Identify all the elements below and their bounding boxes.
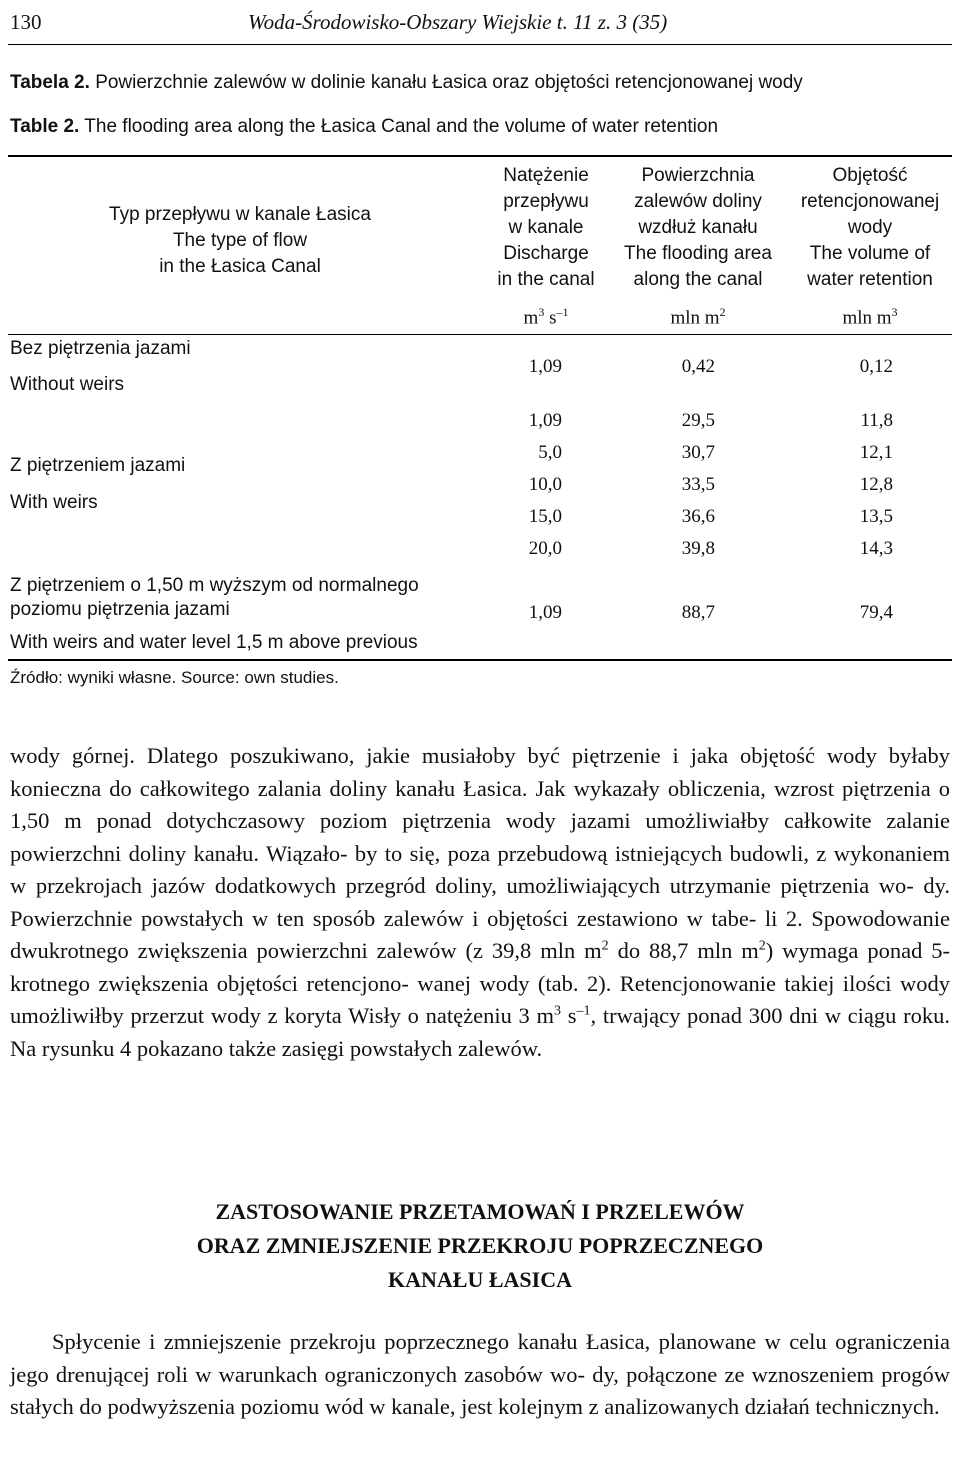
row-label-without-weirs-pl: Bez piętrzenia jazami (10, 338, 191, 359)
header-area-line: The flooding area (624, 243, 772, 264)
cell-volume: 12,1 (859, 442, 893, 463)
header-discharge-line: w kanale (508, 217, 584, 238)
cell-volume: 12,8 (859, 474, 893, 495)
table-bottom-rule (8, 659, 952, 661)
unit-base: s (544, 307, 557, 329)
unit-exponent: 2 (719, 305, 726, 319)
header-discharge-unit (478, 299, 614, 331)
unit-exponent: –1 (556, 305, 569, 319)
header-area-line: Powierzchnia (641, 165, 755, 186)
header-discharge-line: przepływu (503, 191, 589, 212)
unit-base: mln m (670, 307, 720, 329)
caption-label-pl: Tabela 2. (10, 72, 90, 93)
cell-volume: 14,3 (859, 538, 893, 559)
table-caption-pl (10, 72, 803, 94)
cell-area: 36,6 (681, 506, 715, 527)
header-flow-type-line: The type of flow (172, 230, 308, 251)
row-label-with-weirs-pl: Z piętrzeniem jazami (10, 455, 186, 476)
header-area-line: wzdłuż kanału (638, 217, 758, 238)
cell-volume: 13,5 (859, 506, 893, 527)
superscript: 2 (601, 938, 609, 954)
header-flow-type (60, 202, 420, 280)
unit-base: mln m (842, 307, 892, 329)
header-area-unit (612, 299, 784, 331)
caption-text-en: The flooding area along the Łasica Canal and the volume of water retention (84, 116, 719, 137)
cell-discharge: 10,0 (528, 474, 562, 495)
header-volume-line: water retention (807, 269, 933, 290)
cell-discharge: 15,0 (528, 506, 562, 527)
header-volume-line: The volume of (809, 243, 931, 264)
section-heading (10, 1195, 950, 1297)
superscript: 2 (758, 938, 766, 954)
page-number: 130 (10, 10, 42, 34)
header-discharge (478, 163, 614, 331)
cell-discharge: 5,0 (538, 442, 562, 463)
header-discharge-line: Natężenie (503, 165, 589, 186)
table-caption-en (10, 116, 718, 138)
header-discharge-line: Discharge (503, 243, 589, 264)
row-label-raised-weirs-en: With weirs and water level 1,5 m above previous (10, 632, 418, 653)
row-label-raised-weirs-pl-2: poziomu piętrzenia jazami (10, 599, 230, 620)
unit-exponent: 3 (891, 305, 898, 319)
header-flow-type-line: Typ przepływu w kanale Łasica (109, 204, 371, 225)
cell-area: 0,42 (681, 356, 715, 377)
header-area-line: zalewów doliny (634, 191, 762, 212)
cell-discharge: 20,0 (528, 538, 562, 559)
cell-discharge: 1,09 (528, 410, 562, 431)
section-heading-line: ORAZ ZMNIEJSZENIE PRZEKROJU POPRZECZNEGO (196, 1233, 764, 1258)
cell-volume: 79,4 (859, 602, 893, 623)
header-volume-unit (786, 299, 954, 331)
running-header (8, 4, 952, 45)
cell-area: 30,7 (681, 442, 715, 463)
header-area-line: along the canal (633, 269, 763, 290)
body-text-run: do 88,7 mln m (608, 938, 759, 963)
body-paragraph (10, 740, 950, 1065)
row-label-raised-weirs-pl-1: Z piętrzeniem o 1,50 m wyższym od normalnego (10, 575, 419, 596)
journal-title: Woda-Środowisko-Obszary Wiejskie t. 11 z. 3 (35) (248, 10, 668, 34)
header-flow-type-line: in the Łasica Canal (159, 256, 321, 277)
header-discharge-line: in the canal (497, 269, 595, 290)
cell-area: 88,7 (681, 602, 715, 623)
body-text-run: , trwający ponad 300 dni w ciągu roku. Na rysunku 4 pokazano także zasięgi powstałych zalewów. (10, 1003, 950, 1061)
body-text-run: wody górnej. Dlatego poszukiwano, jakie musiałoby być piętrzenie i jaka objętość wody byłaby konieczna do całkowitego zalania doliny kanału Łasica. Jak wykazały obliczenia, wzrost piętrzenia o 1,50 m ponad dotychczasowy poziom piętrzenia wody jazami umożliwiałby całkowite zalanie powierzchni doliny kanału. Wiązało- by to się, poza przebudową istniejących budowli, z wykonaniem w przekrojach jazów dodatkowych przegród doliny, umożliwiających utrzymanie piętrzenia wo- dy. Powierzchnie powstałych w ten sposób zalewów i objętości zestawiono w tabe- li 2. Spowodowanie dwukrotnego zwiększenia powierzchni zalewów (z 39,8 mln m (10, 743, 950, 963)
header-volume-line: wody (847, 217, 893, 238)
caption-text-pl: Powierzchnie zalewów w dolinie kanału Łasica oraz objętości retencjonowanej wody (95, 72, 803, 93)
cell-volume: 0,12 (859, 356, 893, 377)
cell-volume: 11,8 (860, 410, 893, 431)
section-heading-line: KANAŁU ŁASICA (388, 1267, 572, 1292)
header-volume-line: Objętość (832, 165, 908, 186)
unit-exponent: 3 (538, 305, 545, 319)
body-text-run: s (561, 1003, 577, 1028)
table-source-note: Źródło: wyniki własne. Source: own studies. (10, 668, 339, 687)
superscript: –1 (576, 1003, 591, 1019)
unit-base: m (523, 307, 539, 329)
row-label-without-weirs-en: Without weirs (10, 374, 125, 395)
cell-area: 29,5 (681, 410, 715, 431)
header-volume-line: retencjonowanej (800, 191, 940, 212)
superscript: 3 (554, 1003, 562, 1019)
section-heading-line: ZASTOSOWANIE PRZETAMOWAŃ I PRZELEWÓW (215, 1199, 745, 1224)
row-label-with-weirs-en: With weirs (10, 492, 98, 513)
cell-area: 33,5 (681, 474, 715, 495)
cell-area: 39,8 (681, 538, 715, 559)
cell-discharge: 1,09 (528, 602, 562, 623)
cell-discharge: 1,09 (528, 356, 562, 377)
header-flooding-area (612, 163, 784, 331)
body-paragraph: Spłycenie i zmniejszenie przekroju poprzecznego kanału Łasica, planowane w celu ograniczenia jego drenującej roli w warunkach ograniczonych zasobów wo- dy, połączone ze wznoszeniem progów stałych do podwyższenia poziomu wód w kanale, jest kolejnym z analizowanych działań technicznych. (10, 1329, 950, 1419)
body-text-run: ) wymaga ponad 5-krotnego zwiększenia objętości retencjono- wanej wody (tab. 2). Retencjonowanie takiej ilości wody umożliwiłby przerzut wody z koryta Wisły o natężeniu 3 m (10, 938, 950, 1028)
table-top-rule (8, 155, 952, 157)
caption-label-en: Table 2. (10, 116, 80, 137)
header-volume (786, 163, 954, 331)
table-header-rule (8, 334, 952, 335)
